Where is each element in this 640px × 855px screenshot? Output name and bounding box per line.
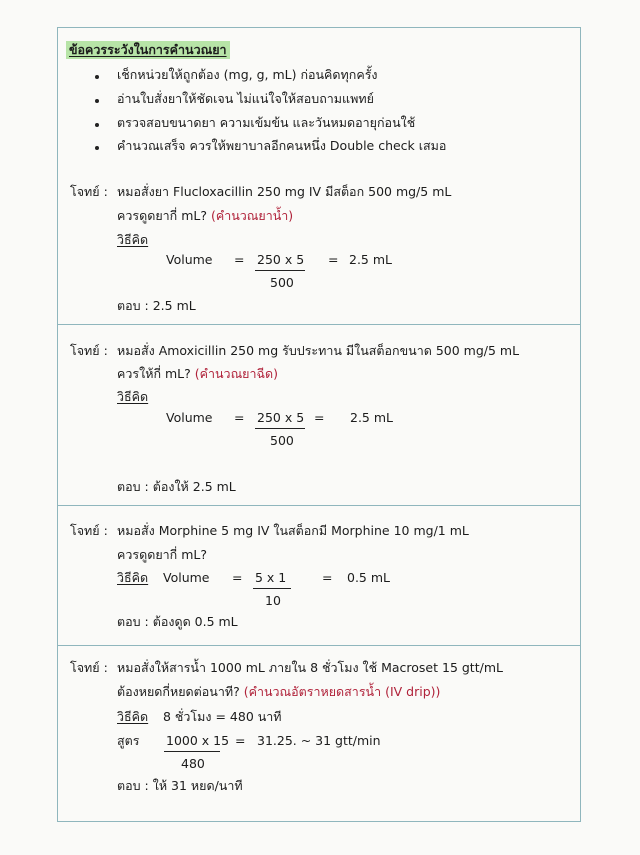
fraction-denominator: 480	[181, 756, 205, 771]
bullet-item: ตรวจสอบขนาดยา ความเข้มข้น และวันหมดอายุก่อนใช้	[117, 115, 416, 130]
problem-text: หมอสั่งให้สารน้ำ 1000 mL ภายใน 8 ชั่วโมง ใช้ Macroset 15 gtt/mL	[117, 660, 503, 675]
problem-text: หมอสั่ง Morphine 5 mg IV ในสต็อกมี Morphine 10 mg/1 mL	[117, 523, 469, 538]
fraction-numerator: 1000 x 15	[166, 733, 230, 748]
formula-result: 2.5 mL	[349, 252, 392, 267]
problem-label: โจทย์ :	[70, 660, 108, 675]
section-title: ข้อควรระวังในการคำนวณยา	[66, 42, 230, 58]
bullet-icon	[95, 146, 99, 150]
formula-result: 2.5 mL	[350, 410, 393, 425]
fraction-numerator: 250 x 5	[257, 410, 305, 425]
bullet-item: เช็กหน่วยให้ถูกต้อง (mg, g, mL) ก่อนคิดทุกครั้ง	[117, 67, 378, 82]
bullet-icon	[95, 123, 99, 127]
equals-sign: =	[328, 252, 339, 267]
formula-variable: Volume	[166, 410, 213, 425]
bullet-icon	[95, 99, 99, 103]
answer: ตอบ : ต้องดูด 0.5 mL	[117, 614, 238, 629]
equals-sign: =	[234, 410, 245, 425]
section-divider	[57, 505, 581, 506]
fraction-bar	[255, 428, 305, 429]
answer: ตอบ : 2.5 mL	[117, 298, 196, 313]
problem-text: หมอสั่งยา Flucloxacillin 250 mg IV มีสต็อก 500 mg/5 mL	[117, 184, 452, 199]
fraction-numerator: 250 x 5	[257, 252, 305, 267]
problem-label: โจทย์ :	[70, 343, 108, 358]
equals-sign: =	[314, 410, 325, 425]
bullet-item: คำนวณเสร็จ ควรให้พยาบาลอีกคนหนึ่ง Double check เสมอ	[117, 138, 447, 153]
fraction-denominator: 10	[265, 593, 281, 608]
problem-tag: (คำนวณยาน้ำ)	[210, 208, 294, 223]
problem-tag: (คำนวณยาฉีด)	[194, 366, 279, 381]
problem-question: ต้องหยดกี่หยดต่อนาที? (คำนวณอัตราหยดสารน้ำ (IV drip))	[117, 684, 441, 699]
bullet-item: อ่านใบสั่งยาให้ชัดเจน ไม่แน่ใจให้สอบถามแพทย์	[117, 91, 374, 106]
problem-question: ควรดูดยากี่ mL?	[117, 547, 207, 562]
problem-label: โจทย์ :	[70, 184, 108, 199]
formula-label: สูตร	[117, 733, 140, 748]
method-label: วิธีคิด	[117, 232, 149, 247]
answer: ตอบ : ต้องให้ 2.5 mL	[117, 479, 236, 494]
method-calculation: 8 ชั่วโมง = 480 นาที	[163, 709, 282, 724]
problem-question: ควรให้กี่ mL? (คำนวณยาฉีด)	[117, 366, 279, 381]
formula-result: 0.5 mL	[347, 570, 390, 585]
formula-result: 31.25. ~ 31 gtt/min	[257, 733, 381, 748]
formula-variable: Volume	[163, 570, 210, 585]
answer: ตอบ : ให้ 31 หยด/นาที	[117, 778, 243, 793]
equals-sign: =	[322, 570, 333, 585]
problem-label: โจทย์ :	[70, 523, 108, 538]
method-label: วิธีคิด	[117, 389, 149, 404]
fraction-bar	[164, 751, 220, 752]
section-divider	[57, 645, 581, 646]
problem-tag: (คำนวณอัตราหยดสารน้ำ (IV drip))	[243, 684, 441, 699]
section-divider	[57, 324, 581, 325]
method-label: วิธีคิด	[117, 570, 149, 585]
fraction-bar	[253, 588, 291, 589]
problem-question: ควรดูดยากี่ mL? (คำนวณยาน้ำ)	[117, 208, 294, 223]
equals-sign: =	[234, 252, 245, 267]
fraction-denominator: 500	[270, 275, 294, 290]
equals-sign: =	[232, 570, 243, 585]
method-label: วิธีคิด	[117, 709, 149, 724]
formula-variable: Volume	[166, 252, 213, 267]
fraction-denominator: 500	[270, 433, 294, 448]
equals-sign: =	[235, 733, 246, 748]
problem-text: หมอสั่ง Amoxicillin 250 mg รับประทาน มีในสต็อกขนาด 500 mg/5 mL	[117, 343, 520, 358]
fraction-bar	[255, 270, 305, 271]
bullet-icon	[95, 75, 99, 79]
fraction-numerator: 5 x 1	[255, 570, 287, 585]
